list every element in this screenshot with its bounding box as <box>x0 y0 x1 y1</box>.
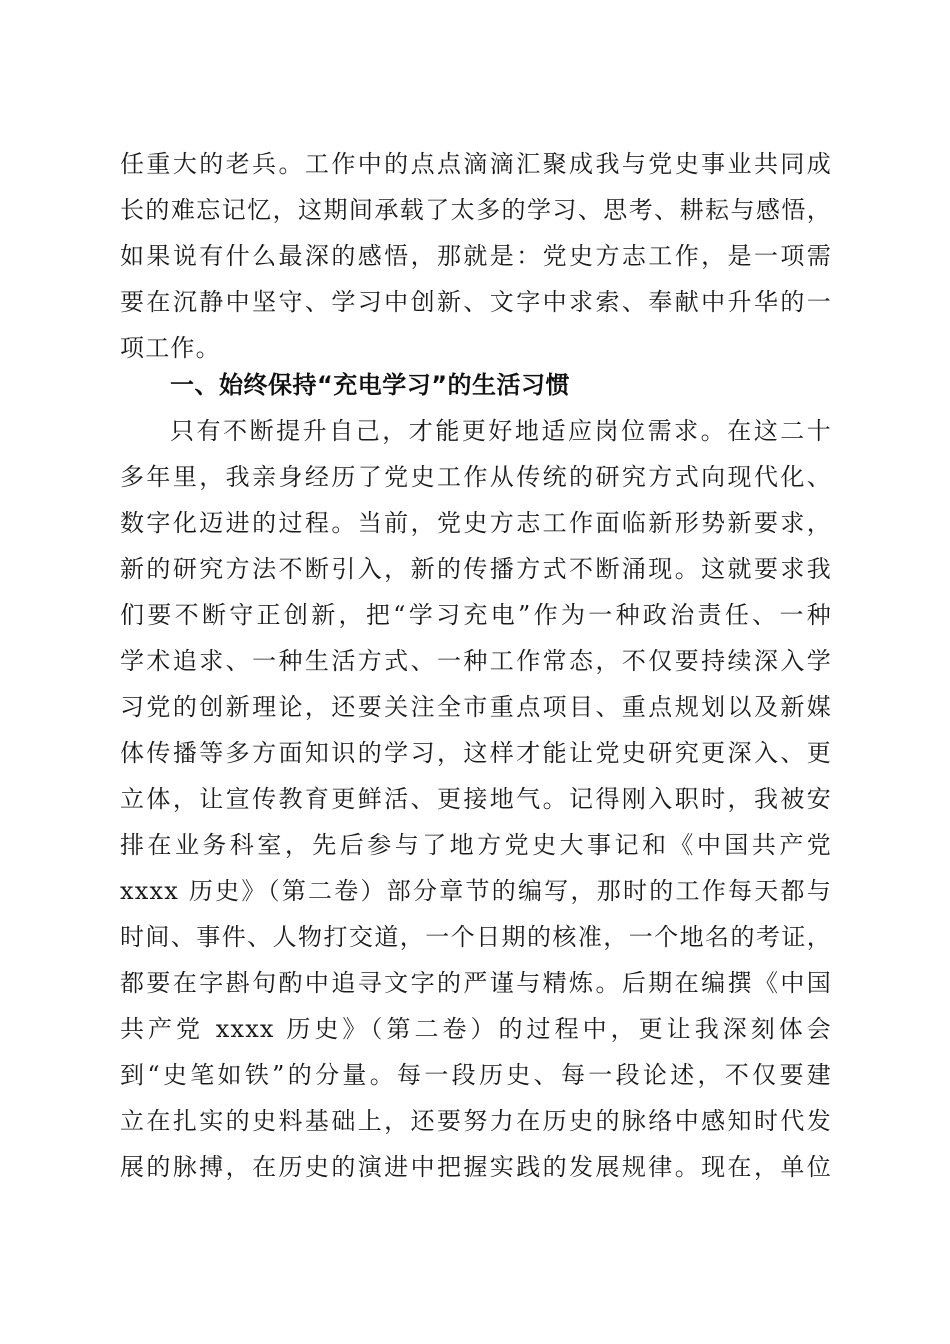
paragraph-line: 项工作。 <box>120 334 221 362</box>
paragraph-line: 只有不断提升自己，才能更好地适应岗位需求。在这二十 <box>170 417 832 445</box>
paragraph-line: 要在沉静中坚守、学习中创新、文字中求索、奉献中升华的一 <box>120 288 832 316</box>
paragraph-line: 任重大的老兵。工作中的点点滴滴汇聚成我与党史事业共同成 <box>120 150 832 178</box>
paragraph-line: xxxx 历史》（第二卷）部分章节的编写，那时的工作每天都与 <box>120 877 832 905</box>
paragraph-line: 们要不断守正创新，把“学习充电”作为一种政治责任、一种 <box>120 601 832 629</box>
paragraph-line: 立体，让宣传教育更鲜活、更接地气。记得刚入职时，我被安 <box>120 785 832 813</box>
paragraph-line: 体传播等多方面知识的学习，这样才能让党史研究更深入、更 <box>120 739 832 767</box>
section-heading-block <box>120 362 832 408</box>
paragraph-line: 时间、事件、人物打交道，一个日期的核准，一个地名的考证， <box>120 923 832 951</box>
paragraph-line: 都要在字斟句酌中追寻文字的严谨与精炼。后期在编撰《中国 <box>120 969 832 997</box>
paragraph-line: 如果说有什么最深的感悟，那就是：党史方志工作，是一项需 <box>120 242 832 270</box>
paragraph-line: 到“史笔如铁”的分量。每一段历史、每一段论述，不仅要建 <box>120 1061 832 1089</box>
paragraph-line: 立在扎实的史料基础上，还要努力在历史的脉络中感知时代发 <box>120 1107 832 1135</box>
body-paragraph <box>120 408 832 1190</box>
paragraph-line: 共产党 xxxx 历史》（第二卷）的过程中，更让我深刻体会 <box>120 1015 832 1043</box>
intro-paragraph <box>120 141 832 371</box>
paragraph-line: 多年里，我亲身经历了党史工作从传统的研究方式向现代化、 <box>120 463 832 491</box>
paragraph-line: 长的难忘记忆，这期间承载了太多的学习、思考、耕耘与感悟， <box>120 196 832 224</box>
paragraph-line: 新的研究方法不断引入，新的传播方式不断涌现。这就要求我 <box>120 555 832 583</box>
paragraph-line: 展的脉搏，在历史的演进中把握实践的发展规律。现在，单位 <box>120 1153 832 1181</box>
paragraph-line: 数字化迈进的过程。当前，党史方志工作面临新形势新要求， <box>120 509 832 537</box>
section-heading: 一、始终保持“充电学习”的生活习惯 <box>170 371 571 399</box>
paragraph-line: 排在业务科室，先后参与了地方党史大事记和《中国共产党 <box>120 831 832 859</box>
paragraph-line: 学术追求、一种生活方式、一种工作常态，不仅要持续深入学 <box>120 647 832 675</box>
paragraph-line: 习党的创新理论，还要关注全市重点项目、重点规划以及新媒 <box>120 693 832 721</box>
